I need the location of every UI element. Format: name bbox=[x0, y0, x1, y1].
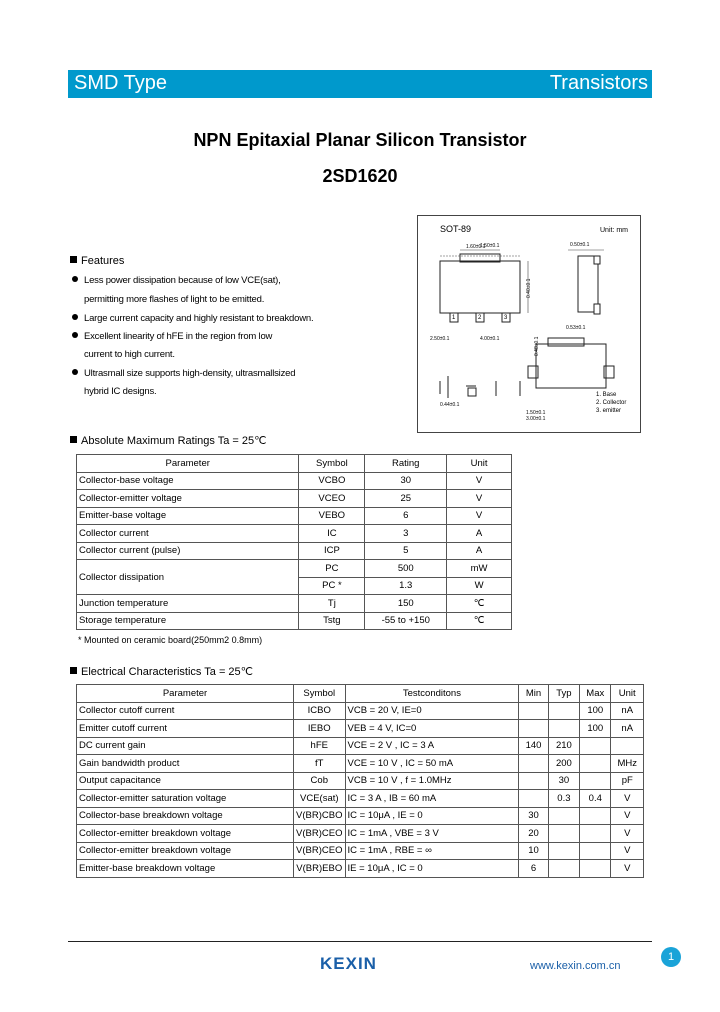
feature-item-cont: hybrid IC designs. bbox=[84, 386, 157, 397]
svg-text:2: 2 bbox=[478, 315, 482, 321]
svg-text:0.40±0.1: 0.40±0.1 bbox=[526, 278, 532, 298]
svg-text:1.60±0.1: 1.60±0.1 bbox=[466, 244, 486, 250]
square-bullet-icon bbox=[70, 436, 77, 443]
pin-legend-2: 2. Collector bbox=[596, 400, 627, 406]
kexin-logo: KEXIN bbox=[320, 954, 377, 973]
feature-item-cont: permitting more flashes of light to be emitted. bbox=[84, 294, 265, 305]
unit-label: Unit: mm bbox=[600, 227, 628, 234]
abs-max-heading: Absolute Maximum Ratings Ta = 25℃ bbox=[70, 434, 267, 447]
table-row: Collector-emitter breakdown voltage V(BR)CEO IC = 1mA , RBE = ∞ 10 V bbox=[77, 842, 644, 860]
table-row: Junction temperature Tj 150 ℃ bbox=[77, 595, 512, 613]
svg-text:0.50±0.1: 0.50±0.1 bbox=[570, 242, 590, 248]
table-row: Gain bandwidth product fT VCE = 10 V , IC = 50 mA 200 MHz bbox=[77, 755, 644, 773]
table-row: DC current gain hFE VCE = 2 V , IC = 3 A 140 210 bbox=[77, 737, 644, 755]
footer-divider bbox=[68, 941, 652, 942]
table-row: Collector dissipation PC 500 mW bbox=[77, 560, 512, 578]
table-row: Collector cutoff current ICBO VCB = 20 V, IE=0 100 nA bbox=[77, 702, 644, 720]
svg-text:3.00±0.1: 3.00±0.1 bbox=[526, 416, 546, 422]
square-bullet-icon bbox=[70, 667, 77, 674]
table-row: Collector-emitter voltage VCEO 25 V bbox=[77, 490, 512, 508]
svg-text:3: 3 bbox=[504, 315, 508, 321]
elec-heading: Electrical Characteristics Ta = 25℃ bbox=[70, 665, 253, 678]
table-row: Collector-emitter saturation voltage VCE(sat) IC = 3 A , IB = 60 mA 0.3 0.4 V bbox=[77, 790, 644, 808]
table-header-row: Parameter Symbol Testconditons Min Typ Max Unit bbox=[77, 685, 644, 703]
table-row: Collector-base breakdown voltage V(BR)CBO IC = 10μA , IE = 0 30 V bbox=[77, 807, 644, 825]
package-name: SOT-89 bbox=[440, 224, 472, 234]
table-row: Emitter-base breakdown voltage V(BR)EBO IE = 10μA , IC = 0 6 V bbox=[77, 860, 644, 878]
feature-item: Excellent linearity of hFE in the region from low bbox=[72, 331, 272, 342]
document-title: NPN Epitaxial Planar Silicon Transistor bbox=[193, 130, 527, 150]
svg-text:1: 1 bbox=[452, 315, 456, 321]
page-number: 1 bbox=[661, 947, 681, 967]
package-drawing bbox=[417, 215, 641, 433]
feature-item: Ultrasmall size supports high-density, ultrasmallsized bbox=[72, 368, 295, 379]
feature-item-cont: current to high current. bbox=[84, 349, 175, 360]
square-bullet-icon bbox=[70, 256, 77, 263]
features-heading: Features bbox=[70, 255, 124, 267]
bullet-icon bbox=[72, 332, 78, 338]
table-row: Emitter-base voltage VEBO 6 V bbox=[77, 507, 512, 525]
abs-max-table bbox=[76, 454, 512, 630]
table-row: Storage temperature Tstg -55 to +150 ℃ bbox=[77, 612, 512, 630]
table-header-row: Parameter Symbol Rating Unit bbox=[77, 455, 512, 473]
svg-text:1.50±0.1: 1.50±0.1 bbox=[480, 243, 500, 249]
table-row: Collector-emitter breakdown voltage V(BR)CEO IC = 1mA , VBE = 3 V 20 V bbox=[77, 825, 644, 843]
table-row: Collector current IC 3 A bbox=[77, 525, 512, 543]
svg-text:0.53±0.1: 0.53±0.1 bbox=[566, 325, 586, 331]
header-type: Transistors bbox=[549, 72, 648, 94]
svg-text:2.50±0.1: 2.50±0.1 bbox=[430, 336, 450, 342]
part-number: 2SD1620 bbox=[322, 166, 398, 186]
header-bar bbox=[68, 70, 652, 98]
bullet-icon bbox=[72, 276, 78, 282]
feature-item: Less power dissipation because of low VCE(sat), bbox=[72, 275, 281, 286]
table-row: Emitter cutoff current IEBO VEB = 4 V, IC=0 100 nA bbox=[77, 720, 644, 738]
svg-text:0.48±0.1: 0.48±0.1 bbox=[534, 336, 540, 356]
feature-item: Large current capacity and highly resistant to breakdown. bbox=[72, 313, 313, 324]
pin-legend-3: 3. emitter bbox=[596, 408, 622, 414]
table-row: PC * 1.3 W bbox=[77, 577, 512, 595]
svg-text:4.00±0.1: 4.00±0.1 bbox=[480, 336, 500, 342]
table-row: Collector current (pulse) ICP 5 A bbox=[77, 542, 512, 560]
table-row: Output capacitance Cob VCB = 10 V , f = 1.0MHz 30 pF bbox=[77, 772, 644, 790]
table-footnote: * Mounted on ceramic board(250mm2 0.8mm) bbox=[78, 635, 263, 645]
bullet-icon bbox=[72, 314, 78, 320]
pin-legend-1: 1. Base bbox=[596, 392, 617, 398]
bullet-icon bbox=[72, 369, 78, 375]
svg-text:1.50±0.1: 1.50±0.1 bbox=[526, 410, 546, 416]
header-category: SMD Type bbox=[74, 72, 167, 94]
table-row: Collector-base voltage VCBO 30 V bbox=[77, 472, 512, 490]
elec-table bbox=[76, 684, 644, 878]
svg-text:0.44±0.1: 0.44±0.1 bbox=[440, 402, 460, 408]
website-link[interactable]: www.kexin.com.cn bbox=[530, 960, 621, 972]
